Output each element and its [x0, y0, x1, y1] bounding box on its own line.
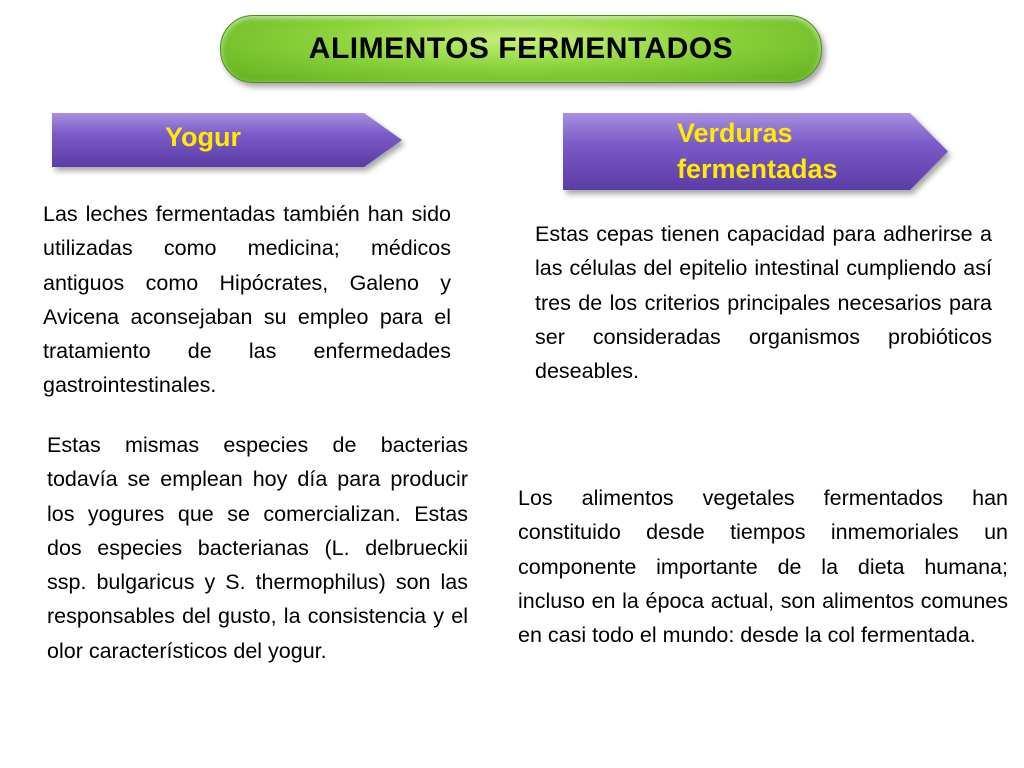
- yogur-arrow-banner: [52, 113, 402, 167]
- page-title: ALIMENTOS FERMENTADOS: [308, 32, 734, 65]
- yogur-paragraph-2: Estas mismas especies de bacterias todavía se emplean hoy día para producir los yogures que se comercializan. Estas dos especies bacterianas (L. delbrueckii ssp. bulgaricus y S. thermophilus) son las responsables del gusto, la consistencia y el olor característicos del yogur.: [47, 433, 468, 663]
- yogur-heading: Yogur: [165, 122, 241, 152]
- verduras-paragraph-2: Los alimentos vegetales fermentados han constituido desde tiempos inmemoriales un componente importante de la dieta humana; incluso en la época actual, son alimentos comunes en casi todo el mundo: desde la col fermentada.: [518, 486, 1008, 648]
- title-banner: [220, 15, 822, 83]
- verduras-heading-line1: Verduras: [677, 118, 793, 148]
- yogur-paragraph-1: Las leches fermentadas también han sido utilizadas como medicina; médicos antiguos como Hipócrates, Galeno y Avicena aconsejaban su empleo para el tratamiento de las enfermedades gastrointestinales.: [43, 202, 451, 398]
- verduras-heading: [677, 115, 838, 187]
- verduras-heading-line2: fermentadas: [677, 154, 838, 184]
- verduras-arrow-banner: [563, 113, 948, 190]
- verduras-paragraph-1: Estas cepas tienen capacidad para adherirse a las células del epitelio intestinal cumpliendo así tres de los criterios principales necesarios para ser consideradas organismos probióticos deseables.: [535, 222, 992, 384]
